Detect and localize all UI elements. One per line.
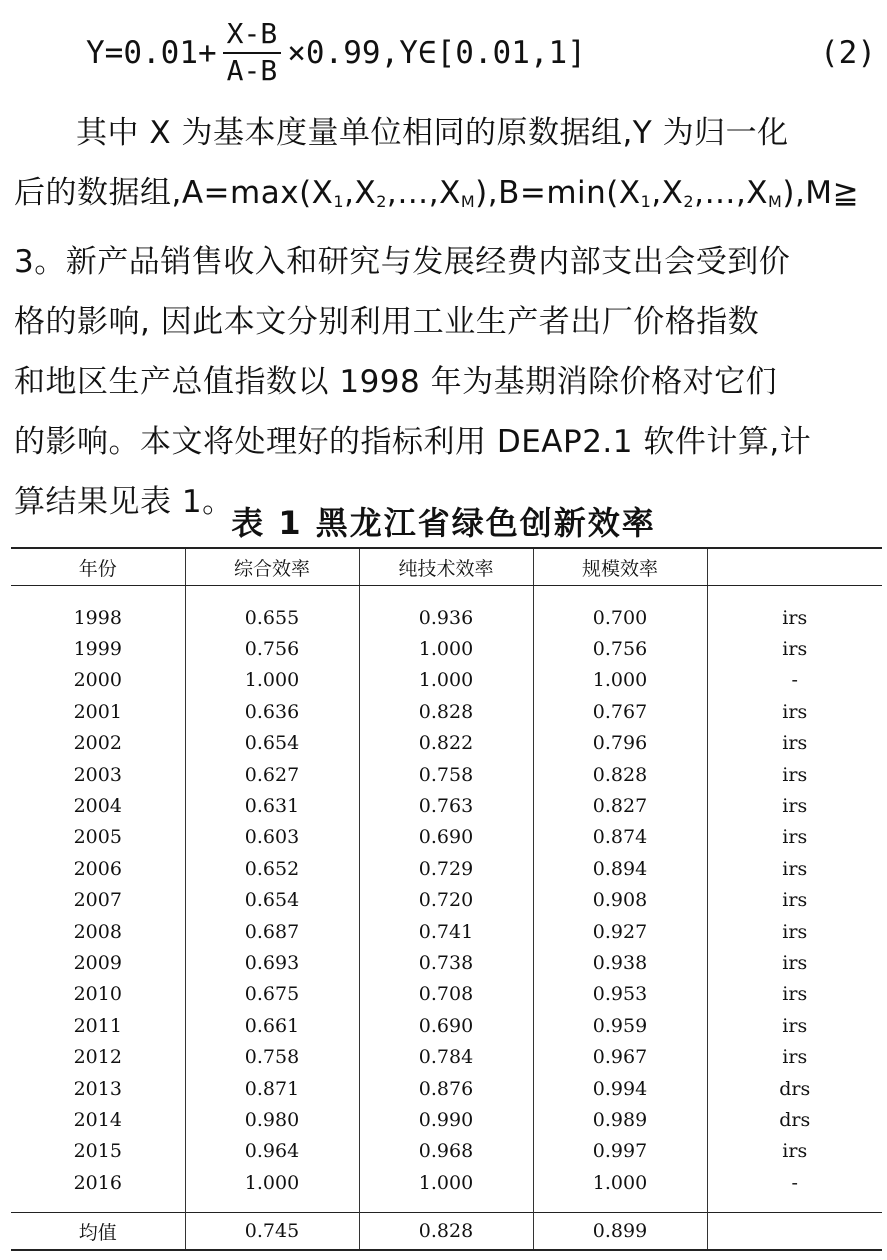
table-caption: 表 1 黑龙江省绿色创新效率 — [231, 504, 656, 542]
table-cell: 0.822 — [359, 728, 533, 759]
table-cell: irs — [707, 728, 882, 759]
table-cell: irs — [707, 759, 882, 790]
table-cell: irs — [707, 853, 882, 884]
table-cell: 0.655 — [185, 602, 359, 633]
table-cell: 0.720 — [359, 885, 533, 916]
equation-fraction — [223, 19, 282, 87]
table-cell: 2013 — [73, 1077, 122, 1100]
table-cell: 2002 — [73, 732, 122, 755]
table-cell: 0.828 — [359, 696, 533, 727]
table-row — [11, 1167, 882, 1198]
table-spacer — [11, 1198, 882, 1213]
table-cell: 0.758 — [359, 759, 533, 790]
paragraph-line — [14, 163, 880, 232]
table-cell: 1.000 — [533, 665, 707, 696]
efficiency-table-container — [11, 547, 882, 1249]
table-cell: 0.997 — [533, 1136, 707, 1167]
table-cell: 2014 — [73, 1108, 122, 1131]
table-cell: irs — [707, 633, 882, 664]
table-cell: 0.654 — [185, 728, 359, 759]
paragraph-line: 其中 X 为基本度量单位相同的原数据组,Y 为归一化 — [76, 115, 789, 151]
table-row — [11, 1010, 882, 1041]
paragraph-line: 3。新产品销售收入和研究与发展经费内部支出会受到价 — [14, 244, 791, 280]
table-cell: 0.827 — [533, 790, 707, 821]
table-cell: irs — [707, 696, 882, 727]
table-row — [11, 759, 882, 790]
subscript: 1 — [640, 192, 652, 211]
table-cell: 0.908 — [533, 885, 707, 916]
table-cell: 0.741 — [359, 916, 533, 947]
table-cell: irs — [707, 1041, 882, 1072]
equation-number: (2) — [820, 35, 876, 71]
paragraph-line: 和地区生产总值指数以 1998 年为基期消除价格对它们 — [14, 364, 778, 400]
header-pure-tech-efficiency: 纯技术效率 — [359, 548, 533, 586]
table-cell: 1998 — [73, 606, 122, 629]
table-cell: 0.652 — [185, 853, 359, 884]
table-cell: irs — [707, 790, 882, 821]
table-cell: 0.967 — [533, 1041, 707, 1072]
table-cell: 0.964 — [185, 1136, 359, 1167]
table-cell: irs — [707, 822, 882, 853]
efficiency-table — [11, 547, 882, 1251]
text-run: ),B=min(X — [475, 175, 641, 211]
table-cell: irs — [707, 1010, 882, 1041]
table-row — [11, 602, 882, 633]
table-cell: 2006 — [73, 857, 122, 880]
header-scale-efficiency: 规模效率 — [533, 548, 707, 586]
table-cell: 0.784 — [359, 1041, 533, 1072]
subscript: 1 — [333, 192, 345, 211]
equation-lhs: Y=0.01+ — [86, 35, 217, 71]
table-row — [11, 665, 882, 696]
text-run: ,…,X — [386, 175, 461, 211]
table-cell: irs — [707, 1136, 882, 1167]
table-cell: - — [707, 665, 882, 696]
table-row — [11, 1136, 882, 1167]
table-cell: - — [707, 1167, 882, 1198]
table-cell: 0.871 — [185, 1073, 359, 1104]
table-cell: 2009 — [73, 951, 122, 974]
table-row — [11, 822, 882, 853]
table-row — [11, 947, 882, 978]
table-cell: 0.938 — [533, 947, 707, 978]
table-cell: 1.000 — [185, 665, 359, 696]
table-cell: 0.627 — [185, 759, 359, 790]
table-cell: 0.828 — [533, 759, 707, 790]
table-cell: 0.758 — [185, 1041, 359, 1072]
table-row — [11, 885, 882, 916]
table-cell: irs — [707, 947, 882, 978]
equation-2 — [86, 10, 876, 96]
table-row — [11, 916, 882, 947]
table-row — [11, 1104, 882, 1135]
table-cell: 0.687 — [185, 916, 359, 947]
table-cell: 2015 — [73, 1140, 122, 1163]
header-year: 年份 — [11, 548, 185, 586]
table-row — [11, 1073, 882, 1104]
table-cell: 0.968 — [359, 1136, 533, 1167]
table-cell: 0.690 — [359, 822, 533, 853]
footer-cell: 0.899 — [533, 1213, 707, 1251]
table-row — [11, 728, 882, 759]
table-cell: irs — [707, 885, 882, 916]
table-cell: drs — [707, 1104, 882, 1135]
table-cell: 0.936 — [359, 602, 533, 633]
table-cell: 0.636 — [185, 696, 359, 727]
table-cell: 0.738 — [359, 947, 533, 978]
table-body — [11, 586, 882, 1213]
paragraph-line: 的影响。本文将处理好的指标利用 DEAP2.1 软件计算,计 — [14, 424, 812, 460]
table-cell: 1.000 — [359, 665, 533, 696]
table-cell: 0.980 — [185, 1104, 359, 1135]
table-cell: 0.959 — [533, 1010, 707, 1041]
table-cell: 0.876 — [359, 1073, 533, 1104]
footer-cell: 0.828 — [359, 1213, 533, 1251]
text-run: ,X — [651, 175, 684, 211]
body-paragraph — [14, 103, 880, 532]
table-cell: 2003 — [73, 763, 122, 786]
table-cell: 1999 — [73, 638, 122, 661]
table-cell: 0.690 — [359, 1010, 533, 1041]
table-cell: 1.000 — [359, 1167, 533, 1198]
paragraph-line: 格的影响, 因此本文分别利用工业生产者出厂价格指数 — [14, 304, 760, 340]
table-header-row — [11, 548, 882, 586]
table-cell: 0.729 — [359, 853, 533, 884]
subscript: 2 — [376, 192, 387, 211]
table-cell: 2012 — [73, 1046, 122, 1069]
table-cell: 0.756 — [185, 633, 359, 664]
paragraph-line: 算结果见表 1。 — [14, 484, 234, 520]
table-cell: 0.796 — [533, 728, 707, 759]
table-cell: 0.675 — [185, 979, 359, 1010]
table-cell: 2008 — [73, 920, 122, 943]
table-cell: 0.708 — [359, 979, 533, 1010]
text-run: ,…,X — [694, 175, 769, 211]
table-cell: 2007 — [73, 889, 122, 912]
table-cell: 2016 — [73, 1171, 122, 1194]
table-cell: 1.000 — [185, 1167, 359, 1198]
table-cell: 1.000 — [533, 1167, 707, 1198]
table-cell: 1.000 — [359, 633, 533, 664]
table-cell: 0.631 — [185, 790, 359, 821]
table-cell: 2001 — [73, 700, 122, 723]
table-cell: 0.874 — [533, 822, 707, 853]
table-row — [11, 1041, 882, 1072]
equation-rhs: ×0.99,Y∈[0.01,1] — [287, 35, 586, 71]
table-cell: 0.756 — [533, 633, 707, 664]
table-cell: 2000 — [73, 669, 122, 692]
table-cell: 0.927 — [533, 916, 707, 947]
text-run: ,X — [344, 175, 377, 211]
table-cell: 2011 — [73, 1014, 122, 1037]
subscript: M — [460, 192, 476, 211]
footer-label: 均值 — [11, 1213, 185, 1251]
footer-cell — [707, 1213, 882, 1251]
text-run: ),M≧ — [782, 175, 860, 211]
table-cell: 0.994 — [533, 1073, 707, 1104]
table-cell: 2010 — [73, 983, 122, 1006]
table-cell: 0.990 — [359, 1104, 533, 1135]
footer-cell: 0.745 — [185, 1213, 359, 1251]
table-cell: drs — [707, 1073, 882, 1104]
header-returns-to-scale — [707, 548, 882, 586]
table-cell: irs — [707, 602, 882, 633]
table-cell: 0.700 — [533, 602, 707, 633]
table-cell: 0.693 — [185, 947, 359, 978]
table-cell: irs — [707, 916, 882, 947]
text-run: 后的数据组,A=max(X — [14, 175, 334, 211]
table-cell: irs — [707, 979, 882, 1010]
table-cell: 0.989 — [533, 1104, 707, 1135]
fraction-denominator: A-B — [226, 54, 278, 87]
table-row — [11, 979, 882, 1010]
table-footer-row — [11, 1213, 882, 1251]
table-row — [11, 633, 882, 664]
fraction-numerator: X-B — [226, 17, 278, 51]
table-cell: 0.894 — [533, 853, 707, 884]
table-cell: 0.767 — [533, 696, 707, 727]
table-row — [11, 696, 882, 727]
table-cell: 0.654 — [185, 885, 359, 916]
subscript: M — [768, 192, 783, 211]
header-overall-efficiency: 综合效率 — [185, 548, 359, 586]
table-cell: 0.661 — [185, 1010, 359, 1041]
table-cell: 0.603 — [185, 822, 359, 853]
table-spacer — [11, 586, 882, 603]
table-cell: 0.763 — [359, 790, 533, 821]
table-row — [11, 790, 882, 821]
subscript: 2 — [683, 192, 695, 211]
table-cell: 2005 — [73, 826, 122, 849]
table-row — [11, 853, 882, 884]
table-cell: 0.953 — [533, 979, 707, 1010]
table-cell: 2004 — [73, 795, 122, 818]
